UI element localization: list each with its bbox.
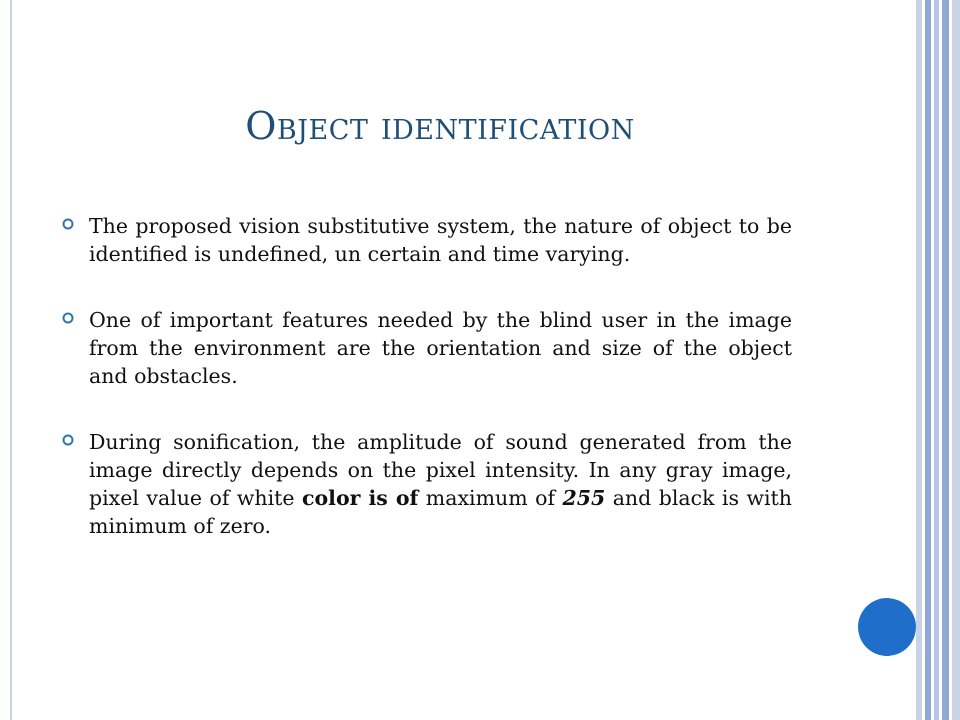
bullet-circle-icon: [62, 434, 74, 446]
slide-title: Object identification: [245, 104, 635, 148]
bold-text-segment: color is of: [302, 486, 419, 510]
bullet-list: [62, 212, 792, 578]
bullet-text-segment: maximum of: [418, 486, 563, 510]
bullet-item: [62, 428, 792, 540]
side-bar: [934, 0, 939, 720]
side-bar: [952, 0, 960, 720]
bullet-item: [62, 306, 792, 390]
bold-italic-number: 255: [562, 486, 606, 510]
side-bar: [918, 0, 922, 720]
bullet-item: [62, 212, 792, 268]
decorative-side-bars: [918, 0, 960, 720]
bullet-circle-icon: [62, 218, 74, 230]
bullet-text: One of important features needed by the blind user in the image from the environment are the orientation and size of the object and obstacles.: [89, 308, 792, 388]
bullet-text-segment: and black is with minimum of zero.: [89, 486, 792, 538]
decorative-blue-circle: [858, 598, 916, 656]
side-bar: [942, 0, 949, 720]
bullet-text-segment: During sonification, the amplitude of sound generated from the image directly depends on the pixel intensity. In any gray image, pixel value of white: [89, 430, 792, 510]
bullet-text: The proposed vision substitutive system, the nature of object to be identified is undefined, un certain and time varying.: [89, 214, 792, 266]
bullet-circle-icon: [62, 312, 74, 324]
side-bar: [925, 0, 931, 720]
